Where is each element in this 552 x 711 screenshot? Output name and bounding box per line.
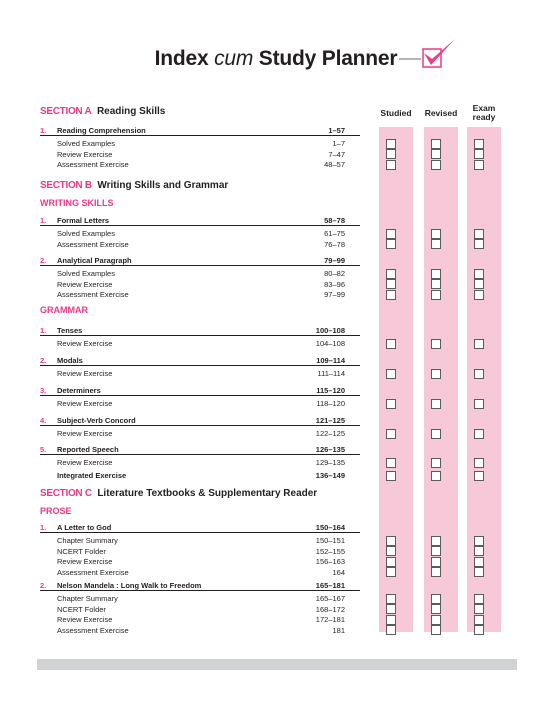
sub-studied-checkbox[interactable] [386, 546, 396, 556]
entry-row [40, 125, 360, 136]
subhead-grammar: GRAMMAR [40, 305, 88, 315]
sub-row [40, 593, 360, 604]
entry-number: 1. [40, 216, 47, 225]
sub-title: Review Exercise [57, 339, 113, 348]
sub-studied-checkbox[interactable] [386, 458, 396, 468]
sub-exam-ready-checkbox[interactable] [474, 160, 484, 170]
sub-studied-checkbox[interactable] [386, 429, 396, 439]
col-exam-ready: Exam ready [472, 103, 496, 122]
sub-exam-ready-checkbox[interactable] [474, 429, 484, 439]
sub-revised-checkbox[interactable] [431, 604, 441, 614]
entry-row [40, 355, 360, 366]
integrated-row [40, 470, 360, 481]
sub-studied-checkbox[interactable] [386, 567, 396, 577]
sub-title: Assessment Exercise [57, 239, 129, 249]
entry-number: 2. [40, 256, 47, 265]
sub-studied-checkbox[interactable] [386, 604, 396, 614]
sub-row [40, 268, 360, 279]
entry-pages: 109–114 [316, 356, 345, 365]
entry-title: Tenses [57, 326, 83, 335]
sub-title: Review Exercise [57, 369, 113, 378]
sub-title: Review Exercise [57, 149, 113, 159]
sub-exam-ready-checkbox[interactable] [474, 604, 484, 614]
sub-revised-checkbox[interactable] [431, 369, 441, 379]
entry-number: 3. [40, 386, 47, 395]
sub-row [40, 228, 360, 239]
sub-studied-checkbox[interactable] [386, 625, 396, 635]
sub-revised-checkbox[interactable] [431, 458, 441, 468]
entry-row [40, 580, 360, 591]
sub-pages: 48–57 [324, 160, 345, 169]
sub-studied-checkbox[interactable] [386, 269, 396, 279]
section-a-heading: SECTION A Reading Skills [40, 106, 166, 117]
sub-pages: 111–114 [317, 369, 345, 378]
sub-revised-checkbox[interactable] [431, 615, 441, 625]
sub-exam-ready-checkbox[interactable] [474, 139, 484, 149]
sub-exam-ready-checkbox[interactable] [474, 557, 484, 567]
sub-revised-checkbox[interactable] [431, 279, 441, 289]
sub-row [40, 279, 360, 290]
entry-title: Reported Speech [57, 445, 119, 454]
sub-row [40, 614, 360, 625]
entry-pages: 150–164 [315, 523, 345, 532]
sub-title: NCERT Folder [57, 546, 106, 556]
entry-title: Modals [57, 356, 83, 365]
sub-pages: 80–82 [324, 269, 345, 278]
sub-exam-ready-checkbox[interactable] [474, 149, 484, 159]
col-studied: Studied [380, 108, 412, 118]
entry-title: Integrated Exercise [57, 471, 127, 480]
sub-row [40, 138, 360, 149]
sub-row [40, 556, 360, 567]
sub-row [40, 535, 360, 546]
entry-pages: 136–149 [315, 471, 345, 480]
sub-revised-checkbox[interactable] [431, 567, 441, 577]
sub-title: Assessment Exercise [57, 625, 129, 635]
entry-pages: 79–99 [324, 256, 345, 265]
sub-studied-checkbox[interactable] [386, 369, 396, 379]
sub-exam-ready-checkbox[interactable] [474, 339, 484, 349]
sub-row [40, 149, 360, 160]
subhead-writing-skills: WRITING SKILLS [40, 198, 114, 208]
sub-exam-ready-checkbox[interactable] [474, 279, 484, 289]
sub-exam-ready-checkbox[interactable] [474, 546, 484, 556]
sub-revised-checkbox[interactable] [431, 625, 441, 635]
sub-pages: 156–163 [315, 557, 345, 566]
sub-exam-ready-checkbox[interactable] [474, 625, 484, 635]
sub-title: Chapter Summary [57, 536, 118, 545]
sub-pages: 122–125 [315, 429, 345, 438]
entry-row [40, 444, 360, 455]
entry-number: 4. [40, 416, 47, 425]
sub-studied-checkbox[interactable] [386, 536, 396, 546]
sub-revised-checkbox[interactable] [431, 429, 441, 439]
integrated-exam-ready-checkbox[interactable] [474, 471, 484, 481]
sub-pages: 129–135 [315, 458, 345, 467]
sub-row [40, 159, 360, 170]
sub-title: Assessment Exercise [57, 160, 129, 169]
sub-exam-ready-checkbox[interactable] [474, 458, 484, 468]
sub-pages: 83–96 [324, 279, 345, 289]
sub-revised-checkbox[interactable] [431, 149, 441, 159]
sub-studied-checkbox[interactable] [386, 399, 396, 409]
sub-pages: 152–155 [315, 546, 345, 556]
sub-row [40, 428, 360, 439]
entry-pages: 121–125 [315, 416, 345, 425]
sub-row [40, 338, 360, 349]
sub-pages: 181 [332, 625, 345, 635]
sub-row [40, 567, 360, 578]
sub-title: Solved Examples [57, 229, 115, 238]
sub-pages: 168–172 [315, 604, 345, 614]
sub-row [40, 368, 360, 379]
entry-pages: 126–135 [315, 445, 345, 454]
section-c-heading: SECTION C Literature Textbooks & Supplementary Reader [40, 488, 318, 499]
title-planner: Study Planner [253, 47, 398, 70]
sub-exam-ready-checkbox[interactable] [474, 229, 484, 239]
title-index: Index [154, 47, 215, 70]
sub-revised-checkbox[interactable] [431, 546, 441, 556]
sub-title: Review Exercise [57, 399, 113, 408]
entry-pages: 165–181 [315, 581, 345, 590]
entry-number: 1. [40, 326, 47, 335]
sub-studied-checkbox[interactable] [386, 160, 396, 170]
sub-studied-checkbox[interactable] [386, 339, 396, 349]
sub-revised-checkbox[interactable] [431, 399, 441, 409]
sub-title: Review Exercise [57, 429, 113, 438]
sub-exam-ready-checkbox[interactable] [474, 615, 484, 625]
sub-revised-checkbox[interactable] [431, 536, 441, 546]
sub-pages: 172–181 [315, 615, 345, 624]
sub-pages: 150–151 [315, 536, 345, 545]
sub-row [40, 457, 360, 468]
subhead-prose: PROSE [40, 506, 72, 516]
entry-row [40, 325, 360, 336]
sub-revised-checkbox[interactable] [431, 160, 441, 170]
title-cum: cum [214, 47, 254, 70]
sub-studied-checkbox[interactable] [386, 239, 396, 249]
entry-title: Subject-Verb Concord [57, 416, 136, 425]
sub-revised-checkbox[interactable] [431, 594, 441, 604]
entry-number: 1. [40, 523, 47, 532]
sub-exam-ready-checkbox[interactable] [474, 399, 484, 409]
sub-pages: 164 [332, 567, 345, 577]
integrated-revised-checkbox[interactable] [431, 471, 441, 481]
sub-studied-checkbox[interactable] [386, 615, 396, 625]
integrated-studied-checkbox[interactable] [386, 471, 396, 481]
entry-number: 5. [40, 445, 47, 454]
sub-studied-checkbox[interactable] [386, 290, 396, 300]
sub-pages: 7–47 [328, 149, 345, 159]
sub-studied-checkbox[interactable] [386, 229, 396, 239]
sub-row [40, 289, 360, 300]
sub-row [40, 625, 360, 636]
sub-title: NCERT Folder [57, 604, 106, 614]
sub-revised-checkbox[interactable] [431, 269, 441, 279]
section-b-heading: SECTION B Writing Skills and Grammar [40, 180, 229, 191]
sub-exam-ready-checkbox[interactable] [474, 594, 484, 604]
entry-title: Nelson Mandela : Long Walk to Freedom [57, 581, 202, 590]
entry-pages: 1–57 [328, 126, 345, 135]
entry-pages: 58–78 [324, 216, 345, 225]
sub-studied-checkbox[interactable] [386, 149, 396, 159]
entry-row [40, 385, 360, 396]
sub-title: Solved Examples [57, 139, 115, 148]
entry-row [40, 415, 360, 426]
sub-revised-checkbox[interactable] [431, 139, 441, 149]
sub-exam-ready-checkbox[interactable] [474, 369, 484, 379]
entry-number: 2. [40, 356, 47, 365]
sub-title: Solved Examples [57, 269, 115, 278]
sub-pages: 61–75 [324, 229, 345, 238]
sub-revised-checkbox[interactable] [431, 229, 441, 239]
sub-studied-checkbox[interactable] [386, 279, 396, 289]
sub-studied-checkbox[interactable] [386, 557, 396, 567]
sub-row [40, 546, 360, 557]
sub-exam-ready-checkbox[interactable] [474, 269, 484, 279]
entry-row [40, 215, 360, 226]
sub-pages: 118–120 [316, 399, 345, 408]
sub-row [40, 398, 360, 409]
sub-title: Chapter Summary [57, 594, 118, 603]
sub-revised-checkbox[interactable] [431, 239, 441, 249]
sub-studied-checkbox[interactable] [386, 139, 396, 149]
col-revised: Revised [424, 108, 458, 118]
entry-title: Reading Comprehension [57, 126, 146, 135]
sub-title: Review Exercise [57, 458, 113, 467]
sub-pages: 165–167 [315, 594, 345, 603]
sub-revised-checkbox[interactable] [431, 290, 441, 300]
sub-pages: 104–108 [315, 339, 345, 348]
sub-title: Review Exercise [57, 279, 113, 289]
entry-title: Analytical Paragraph [57, 256, 132, 265]
sub-exam-ready-checkbox[interactable] [474, 536, 484, 546]
sub-studied-checkbox[interactable] [386, 594, 396, 604]
entry-pages: 115–120 [316, 386, 345, 395]
entry-title: Formal Letters [57, 216, 110, 225]
sub-title: Review Exercise [57, 557, 113, 566]
footer-bar [37, 659, 517, 670]
sub-pages: 1–7 [332, 139, 345, 148]
entry-number: 1. [40, 126, 47, 135]
sub-title: Assessment Exercise [57, 290, 129, 299]
sub-title: Assessment Exercise [57, 567, 129, 577]
entry-title: Determiners [57, 386, 101, 395]
sub-revised-checkbox[interactable] [431, 557, 441, 567]
sub-row [40, 239, 360, 250]
sub-revised-checkbox[interactable] [431, 339, 441, 349]
sub-title: Review Exercise [57, 615, 113, 624]
entry-number: 2. [40, 581, 47, 590]
sub-exam-ready-checkbox[interactable] [474, 239, 484, 249]
sub-pages: 76–78 [324, 239, 345, 249]
sub-pages: 97–99 [324, 290, 345, 299]
entry-title: A Letter to God [57, 523, 112, 532]
sub-exam-ready-checkbox[interactable] [474, 290, 484, 300]
sub-exam-ready-checkbox[interactable] [474, 567, 484, 577]
entry-row [40, 522, 360, 533]
sub-row [40, 604, 360, 615]
entry-pages: 100–108 [315, 326, 345, 335]
entry-row [40, 255, 360, 266]
